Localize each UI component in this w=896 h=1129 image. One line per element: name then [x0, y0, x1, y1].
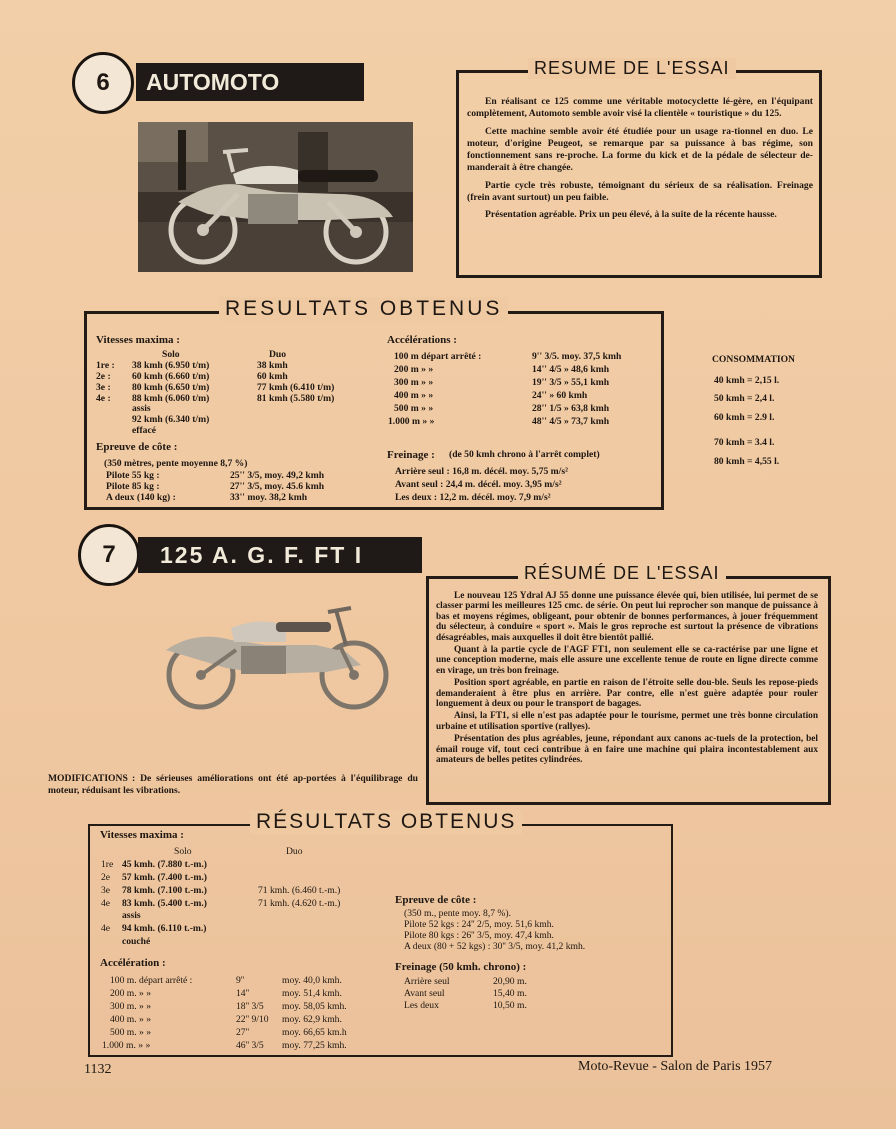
vmax-heading: Vitesses maxima : — [96, 334, 180, 346]
conso-row: 40 kmh = 2,15 l. — [714, 375, 780, 386]
cote-row-label: Pilote 85 kg : — [106, 481, 160, 492]
acc-time: 14'' — [236, 988, 250, 999]
gear-label: 1re : — [96, 360, 115, 371]
frein-row-value: 20,90 m. — [493, 976, 527, 987]
gear-label: 4e — [101, 923, 111, 934]
assis-label: assis — [132, 403, 151, 414]
acc-distance: 1.000 m » » — [388, 416, 435, 427]
cote-row-label: Pilote 55 kg : — [106, 470, 160, 481]
frein-row-label: Les deux — [404, 1000, 439, 1011]
acc-distance: 200 m » » — [394, 364, 434, 375]
acc-distance: 500 m » » — [394, 403, 434, 414]
duo-value: 71 kmh. (6.460 t.-m.) — [258, 885, 341, 896]
efface-label: effacé — [132, 425, 156, 436]
modifications-paragraph: : De sérieuses améliorations ont été ap-portées à l'équilibrage du moteur, réduisant les vibrations. — [48, 773, 418, 797]
results-heading-agf: RÉSULTATS OBTENUS — [250, 810, 522, 834]
duo-label: Duo — [269, 349, 287, 360]
acc-time: 48'' 4/5 » 73,7 kmh — [532, 416, 610, 427]
acc-time: 18'' 3/5 — [236, 1001, 264, 1012]
gear-label: 4e : — [96, 393, 111, 404]
solo-value: 45 kmh. (7.880 t.-m.) — [122, 859, 208, 870]
cote-row: Pilote 52 kgs : 24'' 2/5, moy. 51,6 kmh. — [404, 919, 554, 930]
cote-row-value: 33'' moy. 38,2 kmh — [230, 492, 308, 503]
resume-heading-automoto: RESUME DE L'ESSAI — [528, 58, 736, 79]
acc-time: 9'' — [236, 975, 245, 986]
frein-row-value: 15,40 m. — [493, 988, 527, 999]
duo-value: 81 kmh (5.580 t/m) — [257, 393, 335, 404]
conso-row: 70 kmh = 3.4 l. — [714, 437, 775, 448]
solo-value: 57 kmh. (7.400 t.-m.) — [122, 872, 208, 883]
duo-label: Duo — [286, 846, 303, 857]
resume-paragraph: Présentation agréable. Prix un peu élevé, à la suite de la récente hausse. — [485, 209, 777, 221]
frein-row-label: Avant seul — [404, 988, 445, 999]
acc-speed: moy. 77,25 kmh. — [282, 1040, 347, 1051]
resume-text-automoto — [467, 96, 813, 227]
acc-distance: 300 m » » — [394, 377, 434, 388]
section-title-bar — [136, 63, 364, 101]
cote-heading: Epreuve de côte : — [395, 894, 477, 906]
vmax-heading: Vitesses maxima : — [100, 829, 184, 841]
cote-subtitle: (350 m., pente moy. 8,7 %). — [404, 908, 512, 919]
frein-row-label: Arrière seul — [404, 976, 450, 987]
solo-value: 78 kmh. (7.100 t.-m.) — [122, 885, 208, 896]
resume-paragraph: En réalisant ce 125 comme une véritable motocyclette lé-gère, en l'équipant complètement, Automoto semble avoir visé la clientèle « touristique » du 125. — [467, 96, 813, 120]
solo-label: Solo — [174, 846, 192, 857]
modifications-text — [48, 773, 418, 798]
acc-time: 27'' — [236, 1027, 250, 1038]
cote-row: Pilote 80 kgs : 26'' 3/5, moy. 47,4 kmh. — [404, 930, 554, 941]
solo-value: 38 kmh (6.950 t/m) — [132, 360, 210, 371]
resume-text-agf — [436, 591, 818, 768]
assis-label: assis — [122, 910, 141, 921]
resume-paragraph: Ainsi, la FT1, si elle n'est pas adaptée pour le tourisme, permet une très bonne circulation urbaine et utilisation sportive (rallyes). — [436, 711, 818, 732]
results-heading-automoto: RESULTATS OBTENUS — [219, 297, 508, 321]
section-number-badge — [72, 52, 134, 114]
cote-row-value: 25'' 3/5, moy. 49,2 kmh — [230, 470, 325, 481]
automoto-motorcycle-photo — [138, 122, 413, 272]
frein-heading: Freinage (50 kmh. chrono) : — [395, 961, 527, 973]
acc-time: 9'' 3/5. moy. 37,5 kmh — [532, 351, 622, 362]
section-number: 6 — [96, 69, 110, 96]
solo-value: 83 kmh. (5.400 t.-m.) — [122, 898, 208, 909]
gear-label: 1re — [101, 859, 114, 870]
couche-value: 94 kmh. (6.110 t.-m.) — [122, 923, 207, 934]
duo-value: 38 kmh — [257, 360, 288, 371]
section-title: AUTOMOTO — [146, 68, 280, 95]
modifications-label: MODIFICATIONS — [48, 773, 128, 784]
duo-value: 77 kmh (6.410 t/m) — [257, 382, 335, 393]
acc-speed: moy. 51,4 kmh. — [282, 988, 342, 999]
frein-subtitle: (de 50 kmh chrono à l'arrêt complet) — [449, 449, 600, 460]
resume-paragraph: Le nouveau 125 Ydral AJ 55 donne une puissance élevée qui, bien utilisée, lui permet de se classer parmi les meilleures 125 cmc. de série. On peut lui reprocher son manque de puissance à bas et moyens régimes, obligeant, pour obtenir de bonnes performances, à jouer fréquemment du sélecteur, à conduire « sport ». Mais le gros reproche est surtout la présence de vibrations désagréables, mais auxquelles il doit être bientôt pallié. — [436, 591, 818, 643]
solo-value: 80 kmh (6.650 t/m) — [132, 382, 210, 393]
acc-distance: 400 m. » » — [110, 1014, 152, 1025]
conso-row: 50 kmh = 2,4 l. — [714, 393, 775, 404]
acc-time: 19'' 3/5 » 55,1 kmh — [532, 377, 610, 388]
acc-time: 22'' 9/10 — [236, 1014, 269, 1025]
acc-time: 46'' 3/5 — [236, 1040, 264, 1051]
page-number: 1132 — [84, 1062, 112, 1077]
acc-speed: moy. 58,05 kmh. — [282, 1001, 347, 1012]
gear-label: 2e : — [96, 371, 111, 382]
conso-row: 60 kmh = 2.9 l. — [714, 412, 775, 423]
solo-value: 60 kmh (6.660 t/m) — [132, 371, 210, 382]
acc-speed: moy. 40,0 kmh. — [282, 975, 342, 986]
resume-heading-agf: RÉSUMÉ DE L'ESSAI — [518, 563, 726, 584]
cote-row-label: A deux (140 kg) : — [106, 492, 176, 503]
resume-paragraph: Cette machine semble avoir été étudiée pour un usage ra-tionnel en duo. Le moteur, d'origine Peugeot, se remarque par sa puissance à bas régime, son fonctionnement sans re-proche. La forme du kick et de la pédale de sélecteur de-manderait à être changée. — [467, 125, 813, 174]
couche-label: couché — [122, 936, 151, 947]
section-number: 7 — [102, 541, 116, 568]
gear-label: 3e — [101, 885, 111, 896]
frein-heading: Freinage : — [387, 449, 435, 461]
resume-paragraph: Présentation des plus agréables, jeune, répondant aux canons ac-tuels de la protection, bel émail rouge vif, tout ceci contribue à en faire une machine qui plaira incontestablement aux amateurs de belles petites cylindrées. — [436, 734, 818, 766]
acc-speed: moy. 66,65 km.h — [282, 1027, 347, 1038]
cote-row: A deux (80 + 52 kgs) : 30'' 3/5, moy. 41,2 kmh. — [404, 941, 586, 952]
acc-heading: Accélération : — [100, 957, 166, 969]
cote-heading: Epreuve de côte : — [96, 441, 178, 453]
acc-distance: 100 m départ arrêté : — [394, 351, 482, 362]
acc-time: 24'' » 60 kmh — [532, 390, 588, 401]
agf-motorcycle-photo — [146, 590, 396, 730]
frein-row: Arrière seul : 16,8 m. décél. moy. 5,75 m/s² — [395, 466, 568, 477]
acc-speed: moy. 62,9 kmh. — [282, 1014, 342, 1025]
frein-row: Avant seul : 24,4 m. décél. moy. 3,95 m/s² — [395, 479, 562, 490]
acc-distance: 400 m » » — [394, 390, 434, 401]
solo-label: Solo — [162, 349, 180, 360]
acc-distance: 500 m. » » — [110, 1027, 152, 1038]
duo-value: 71 kmh. (4.620 t.-m.) — [258, 898, 341, 909]
acc-distance: 100 m. départ arrêté : — [110, 975, 193, 986]
gear-label: 3e : — [96, 382, 111, 393]
acc-time: 14'' 4/5 » 48,6 kmh — [532, 364, 610, 375]
duo-value: 60 kmh — [257, 371, 288, 382]
section-number-badge — [78, 524, 140, 586]
section-title-bar — [138, 537, 422, 573]
gear-label: 2e — [101, 872, 111, 883]
footer-title: Moto-Revue - Salon de Paris 1957 — [578, 1059, 773, 1074]
acc-heading: Accélérations : — [387, 334, 457, 346]
resume-paragraph: Position sport agréable, en partie en raison de l'étroite selle dou-ble. Seuls les repose-pieds demanderaient à être plus en arrière. Par contre, elle n'est guère adaptée pour rouler longuement à deux ou pour le transport de bagages. — [436, 678, 818, 710]
solo-value: 88 kmh (6.060 t/m) — [132, 393, 210, 404]
conso-row: 80 kmh = 4,55 l. — [714, 456, 780, 467]
resume-paragraph: Partie cycle très robuste, témoignant du sérieux de sa réalisation. Freinage (frein avant surtout) un peu faible. — [467, 179, 813, 204]
frein-row-value: 10,50 m. — [493, 1000, 527, 1011]
acc-distance: 300 m. » » — [110, 1001, 152, 1012]
cote-row-value: 27'' 3/5, moy. 45.6 kmh — [230, 481, 325, 492]
resume-paragraph: Quant à la partie cycle de l'AGF FT1, non seulement elle se ca-ractérise par une ligne et une conception moderne, mais elle assure une excellente tenue de route en ligne directe comme en virage, un très bon freinage. — [436, 645, 818, 676]
acc-distance: 1.000 m. » » — [102, 1040, 151, 1051]
efface-value: 92 kmh (6.340 t/m) — [132, 414, 210, 425]
frein-row: Les deux : 12,2 m. décél. moy. 7,9 m/s² — [395, 492, 551, 503]
cote-subtitle: (350 mètres, pente moyenne 8,7 %) — [104, 458, 248, 469]
section-title: 125 A. G. F. FT I — [160, 541, 364, 568]
gear-label: 4e — [101, 898, 111, 909]
acc-time: 28'' 1/5 » 63,8 kmh — [532, 403, 610, 414]
acc-distance: 200 m. » » — [110, 988, 152, 999]
conso-heading: CONSOMMATION — [712, 354, 795, 365]
